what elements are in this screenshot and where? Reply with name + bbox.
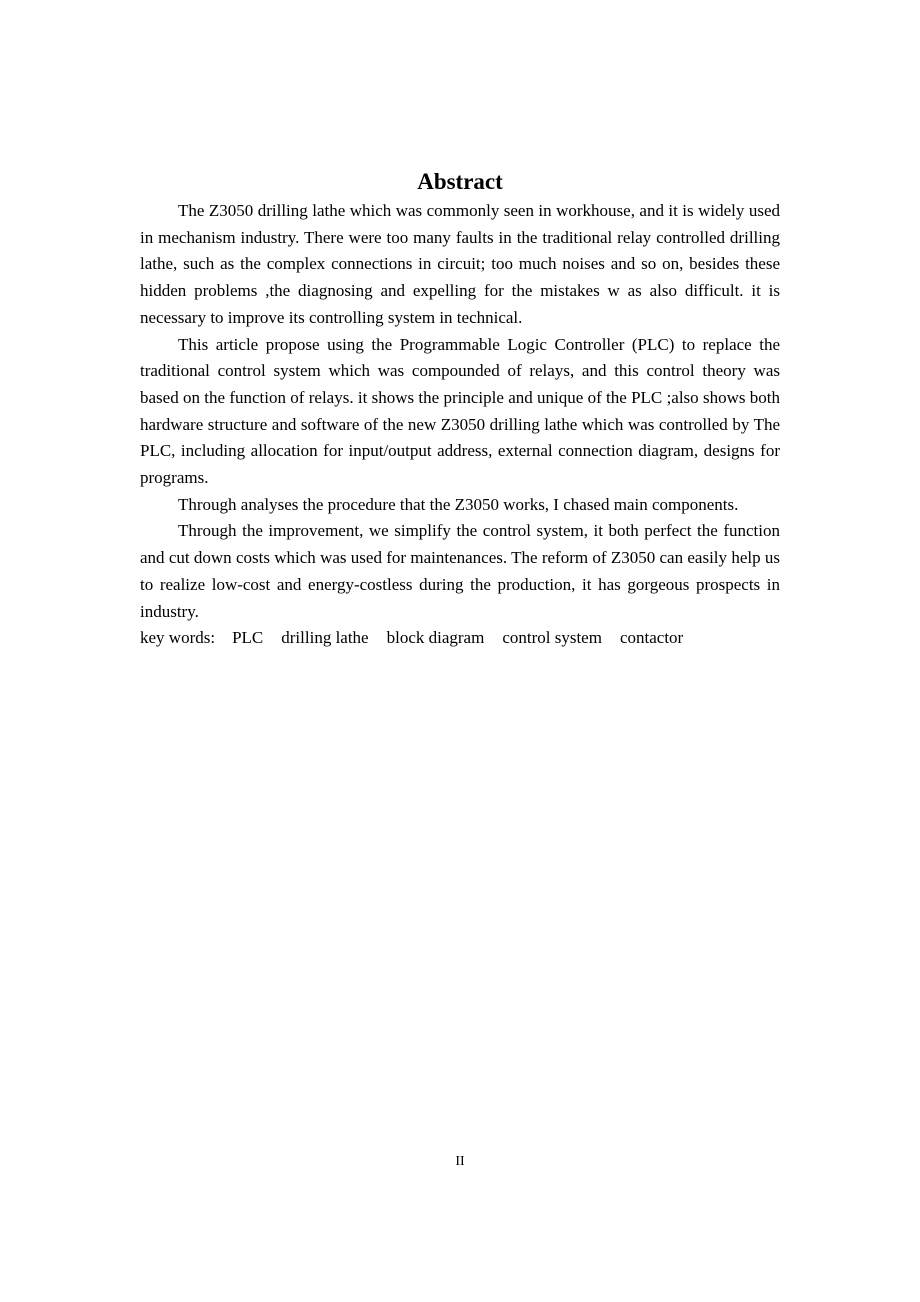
abstract-title: Abstract [417,169,503,194]
keyword-contactor: contactor [619,628,684,648]
abstract-paragraph-1: The Z3050 drilling lathe which was commonly seen in workhouse, and it is widely used in mechanism industry. There were too many faults in the traditional relay controlled drilling lathe, such as the complex connections in circuit; too much noises and so on, besides these hidden problems ,the diagnosing and expelling for the mistakes w as also difficult. it is necessary to improve its controlling system in technical. [140,201,780,327]
abstract-section [140,166,780,652]
keyword-plc: PLC [232,628,264,648]
keyword-control-system: control system [502,628,602,648]
abstract-paragraph-3: Through analyses the procedure that the Z3050 works, I chased main components. [178,494,739,514]
page-number: II [455,1154,465,1169]
abstract-paragraph-4: Through the improvement, we simplify the control system, it both perfect the function and cut down costs which was used for maintenances. The reform of Z3050 can easily help us to realize low-cost and energy-costless during the production, it has gorgeous prospects in industry. [140,521,780,621]
keywords-label: key words: [140,628,216,648]
keyword-drilling-lathe: drilling lathe [281,628,369,648]
keyword-block-diagram: block diagram [386,628,485,648]
keywords-line [140,625,780,652]
abstract-paragraph-2: This article propose using the Programmable Logic Controller (PLC) to replace the traditional control system which was compounded of relays, and this control theory was based on the function of relays. it shows the principle and unique of the PLC ;also shows both hardware structure and software of the new Z3050 drilling lathe which was controlled by The PLC, including allocation for input/output address, external connection diagram, designs for programs. [140,334,780,488]
